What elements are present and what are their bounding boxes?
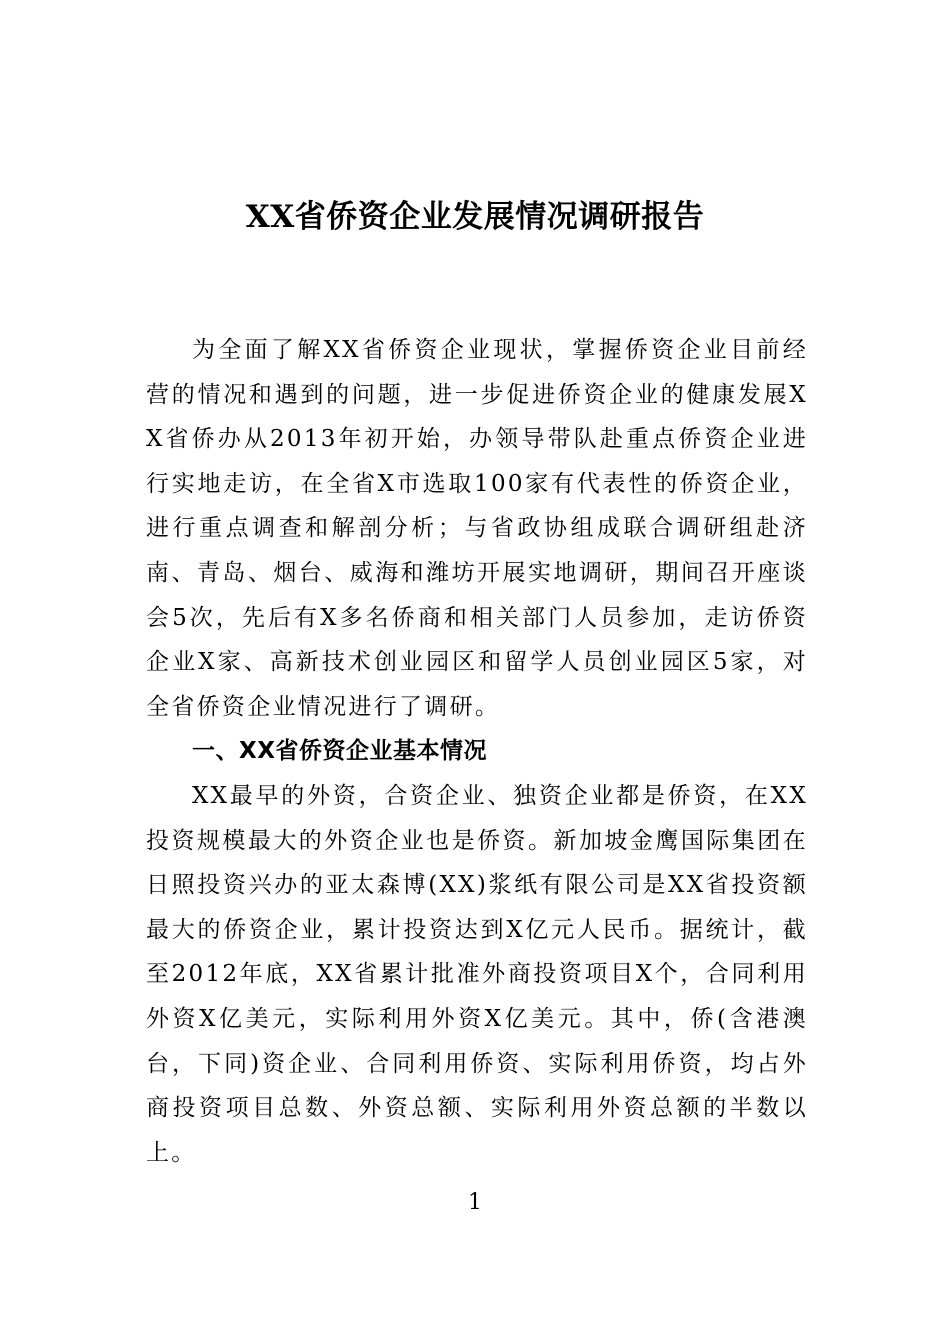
intro-paragraph: 为全面了解XX省侨资企业现状，掌握侨资企业目前经营的情况和遇到的问题，进一步促进侨资企业的健康发展XX省侨办从2013年初开始，办领导带队赴重点侨资企业进行实地走访，在全省X市选取100家有代表性的侨资企业，进行重点调查和解剖分析；与省政协组成联合调研组赴济南、青岛、烟台、威海和潍坊开展实地调研，期间召开座谈会5次，先后有X多名侨商和相关部门人员参加，走访侨资企业X家、高新技术创业园区和留学人员创业园区5家，对全省侨资企业情况进行了调研。 bbox=[146, 337, 808, 720]
document-body bbox=[146, 328, 808, 1175]
page-number: 1 bbox=[468, 1190, 482, 1215]
section-paragraph: XX最早的外资，合资企业、独资企业都是侨资，在XX投资规模最大的外资企业也是侨资。新加坡金鹰国际集团在日照投资兴办的亚太森博(XX)浆纸有限公司是XX省投资额最大的侨资企业，累计投资达到X亿元人民币。据统计，截至2012年底，XX省累计批准外商投资项目X个，合同利用外资X亿美元，实际利用外资X亿美元。其中，侨(含港澳台，下同)资企业、合同利用侨资、实际利用侨资，均占外商投资项目总数、外资总额、实际利用外资总额的半数以上。 bbox=[146, 782, 808, 1166]
document-title: XX省侨资企业发展情况调研报告 bbox=[245, 199, 705, 235]
section-heading: 一、XX省侨资企业基本情况 bbox=[192, 738, 487, 765]
